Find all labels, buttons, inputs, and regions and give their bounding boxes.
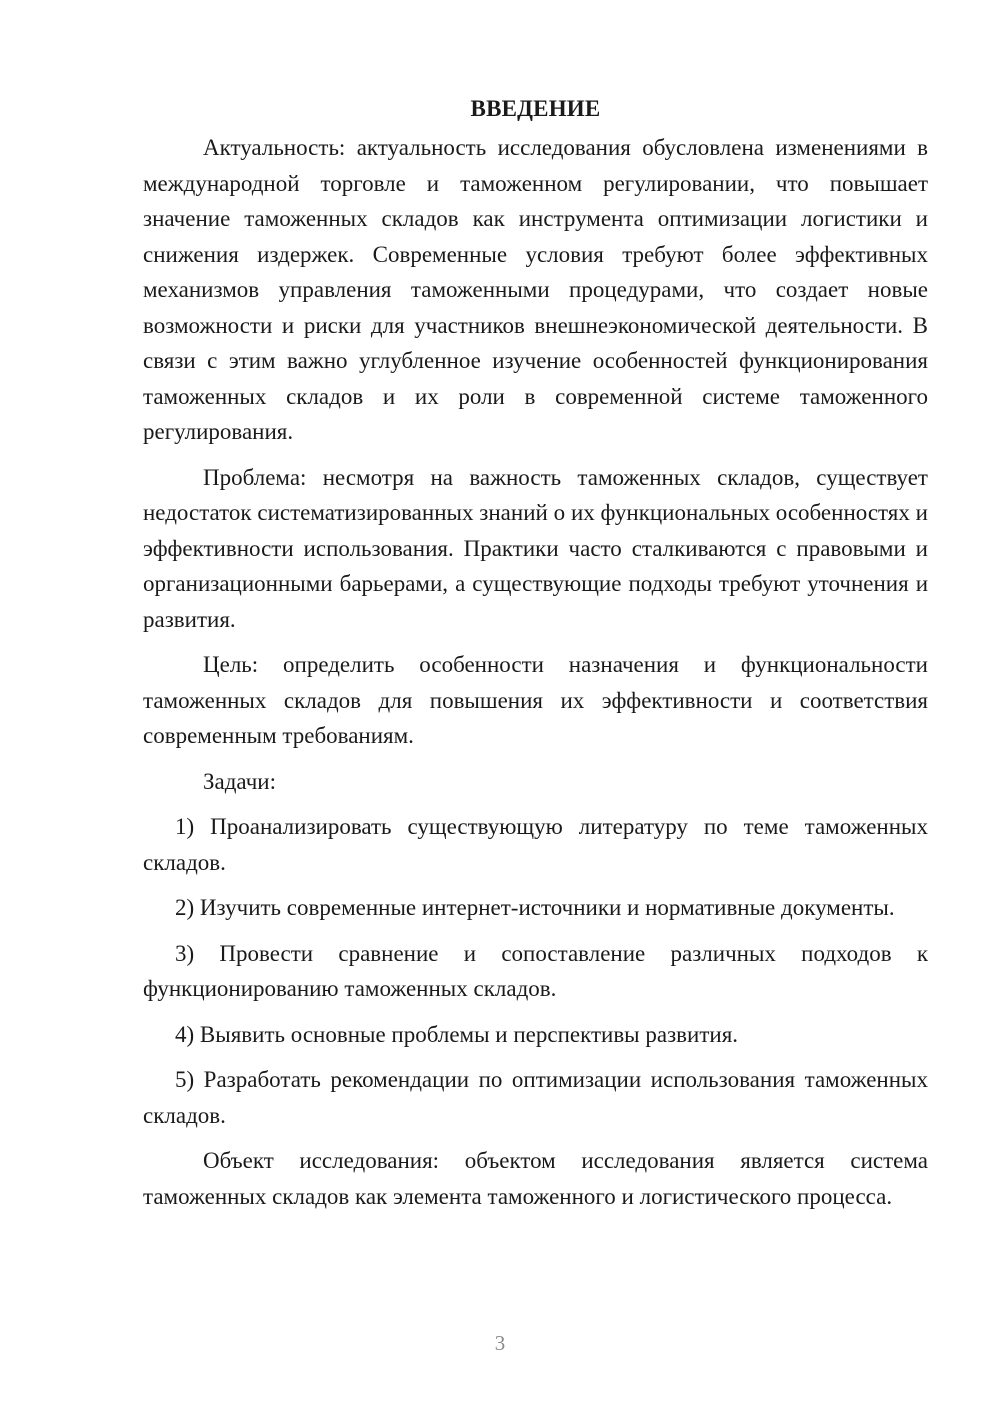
goal-paragraph: Цель: определить особенности назначения и функциональности таможенных складов для повышения их эффективности и соответствия современным требованиям. [143,652,928,748]
problem-paragraph: Проблема: несмотря на важность таможенных складов, существует недостаток систематизированных знаний о их функциональных особенностях и эффективности использования. Практики часто сталкиваются с правовыми и организационными барьерами, а существующие подходы требуют уточнения и развития. [143,464,928,632]
relevance-paragraph: Актуальность: актуальность исследования обусловлена изменениями в международной торговле и таможенном регулировании, что повышает значение таможенных складов как инструмента оптимизации логистики и снижения издержек. Современные условия требуют более эффективных механизмов управления таможенными процедурами, что создает новые возможности и риски для участников внешнеэкономической деятельности. В связи с этим важно углубленное изучение особенностей функционирования таможенных складов и их роли в современной системе таможенного регулирования. [143,135,928,444]
tasks-heading: Задачи: [203,768,276,794]
section-heading: ВВЕДЕНИЕ [470,96,601,121]
task-item: 1) Проанализировать существующую литературу по теме таможенных складов. [143,814,928,875]
document-page [143,92,928,1214]
task-item: 3) Провести сравнение и сопоставление различных подходов к функционированию таможенных складов. [143,940,928,1001]
task-item: 2) Изучить современные интернет-источники и нормативные документы. [175,895,895,920]
task-item: 4) Выявить основные проблемы и перспективы развития. [175,1021,739,1047]
page-number: 3 [494,1331,506,1355]
task-item: 5) Разработать рекомендации по оптимизации использования таможенных складов. [143,1067,928,1128]
object-paragraph: Объект исследования: объектом исследования является система таможенных складов как элемента таможенного и логистического процесса. [143,1148,928,1209]
